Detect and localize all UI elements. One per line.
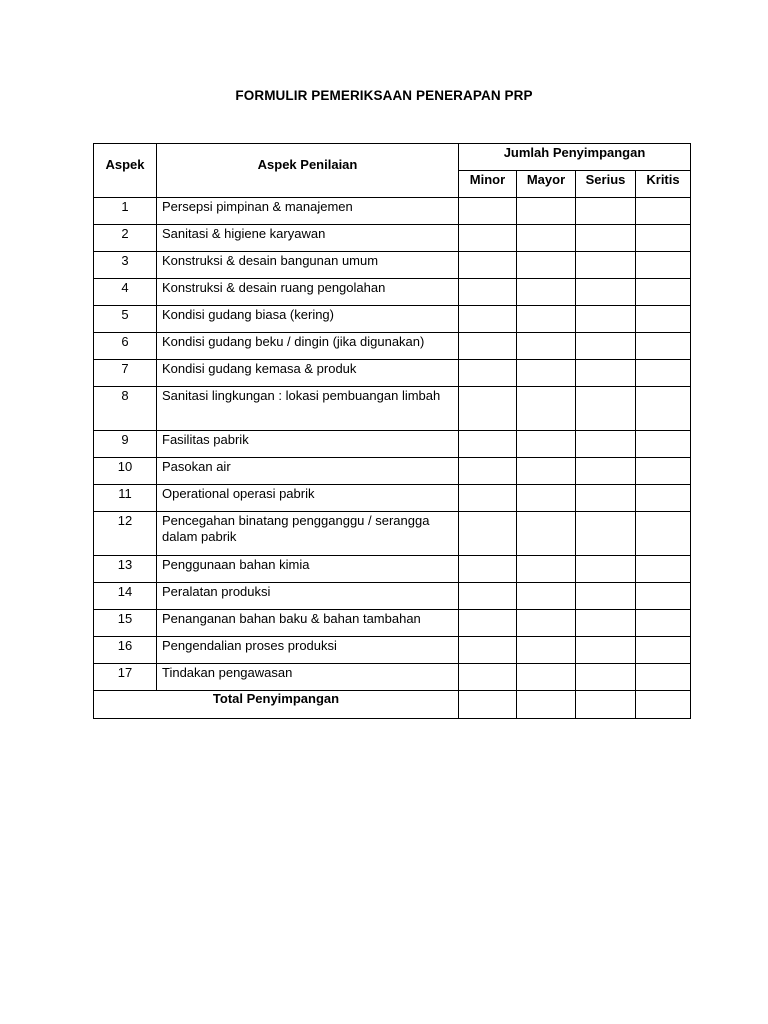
mayor-cell[interactable] bbox=[517, 333, 576, 360]
serius-cell[interactable] bbox=[576, 306, 636, 333]
mayor-cell[interactable] bbox=[517, 664, 576, 691]
total-serius-cell[interactable] bbox=[576, 691, 636, 719]
row-number: 17 bbox=[94, 664, 157, 691]
serius-cell[interactable] bbox=[576, 279, 636, 306]
row-number: 10 bbox=[94, 458, 157, 485]
kritis-cell[interactable] bbox=[636, 198, 691, 225]
serius-cell[interactable] bbox=[576, 252, 636, 279]
total-label: Total Penyimpangan bbox=[94, 691, 459, 719]
minor-cell[interactable] bbox=[459, 610, 517, 637]
serius-cell[interactable] bbox=[576, 512, 636, 556]
table-row bbox=[94, 225, 691, 252]
mayor-cell[interactable] bbox=[517, 583, 576, 610]
serius-cell[interactable] bbox=[576, 664, 636, 691]
row-number: 6 bbox=[94, 333, 157, 360]
table-row bbox=[94, 637, 691, 664]
mayor-cell[interactable] bbox=[517, 252, 576, 279]
row-aspect: Peralatan produksi bbox=[157, 583, 459, 610]
mayor-cell[interactable] bbox=[517, 637, 576, 664]
minor-cell[interactable] bbox=[459, 333, 517, 360]
row-number: 4 bbox=[94, 279, 157, 306]
table-row bbox=[94, 198, 691, 225]
row-number: 13 bbox=[94, 556, 157, 583]
row-number: 8 bbox=[94, 387, 157, 431]
row-aspect: Sanitasi & higiene karyawan bbox=[157, 225, 459, 252]
header-serius: Serius bbox=[576, 171, 636, 198]
minor-cell[interactable] bbox=[459, 225, 517, 252]
row-aspect: Persepsi pimpinan & manajemen bbox=[157, 198, 459, 225]
row-number: 3 bbox=[94, 252, 157, 279]
minor-cell[interactable] bbox=[459, 458, 517, 485]
row-number: 11 bbox=[94, 485, 157, 512]
row-number: 1 bbox=[94, 198, 157, 225]
header-kritis: Kritis bbox=[636, 171, 691, 198]
table-row bbox=[94, 387, 691, 431]
minor-cell[interactable] bbox=[459, 485, 517, 512]
kritis-cell[interactable] bbox=[636, 279, 691, 306]
kritis-cell[interactable] bbox=[636, 512, 691, 556]
kritis-cell[interactable] bbox=[636, 252, 691, 279]
kritis-cell[interactable] bbox=[636, 333, 691, 360]
minor-cell[interactable] bbox=[459, 637, 517, 664]
row-aspect: Sanitasi lingkungan : lokasi pembuangan limbah bbox=[157, 387, 459, 431]
table-row bbox=[94, 252, 691, 279]
row-aspect: Penggunaan bahan kimia bbox=[157, 556, 459, 583]
row-aspect: Pasokan air bbox=[157, 458, 459, 485]
mayor-cell[interactable] bbox=[517, 360, 576, 387]
mayor-cell[interactable] bbox=[517, 556, 576, 583]
table-row bbox=[94, 485, 691, 512]
row-aspect: Konstruksi & desain bangunan umum bbox=[157, 252, 459, 279]
document-title: FORMULIR PEMERIKSAAN PENERAPAN PRP bbox=[235, 88, 533, 103]
serius-cell[interactable] bbox=[576, 556, 636, 583]
minor-cell[interactable] bbox=[459, 431, 517, 458]
table-row bbox=[94, 306, 691, 333]
table-row bbox=[94, 610, 691, 637]
mayor-cell[interactable] bbox=[517, 198, 576, 225]
kritis-cell[interactable] bbox=[636, 431, 691, 458]
minor-cell[interactable] bbox=[459, 512, 517, 556]
serius-cell[interactable] bbox=[576, 225, 636, 252]
row-aspect: Pencegahan binatang pengganggu / serangga dalam pabrik bbox=[157, 512, 459, 556]
serius-cell[interactable] bbox=[576, 198, 636, 225]
row-number: 16 bbox=[94, 637, 157, 664]
header-minor: Minor bbox=[459, 171, 517, 198]
table-row bbox=[94, 279, 691, 306]
mayor-cell[interactable] bbox=[517, 485, 576, 512]
serius-cell[interactable] bbox=[576, 333, 636, 360]
header-jumlah-penyimpangan: Jumlah Penyimpangan bbox=[459, 144, 691, 171]
assessment-table bbox=[93, 143, 691, 719]
kritis-cell[interactable] bbox=[636, 225, 691, 252]
table-body bbox=[94, 198, 691, 691]
table-row bbox=[94, 458, 691, 485]
kritis-cell[interactable] bbox=[636, 458, 691, 485]
row-number: 9 bbox=[94, 431, 157, 458]
table-row bbox=[94, 360, 691, 387]
kritis-cell[interactable] bbox=[636, 583, 691, 610]
row-number: 7 bbox=[94, 360, 157, 387]
row-aspect: Fasilitas pabrik bbox=[157, 431, 459, 458]
row-aspect: Kondisi gudang beku / dingin (jika digunakan) bbox=[157, 333, 459, 360]
serius-cell[interactable] bbox=[576, 610, 636, 637]
table-row bbox=[94, 583, 691, 610]
kritis-cell[interactable] bbox=[636, 485, 691, 512]
row-aspect: Konstruksi & desain ruang pengolahan bbox=[157, 279, 459, 306]
serius-cell[interactable] bbox=[576, 637, 636, 664]
row-number: 5 bbox=[94, 306, 157, 333]
mayor-cell[interactable] bbox=[517, 431, 576, 458]
row-number: 2 bbox=[94, 225, 157, 252]
mayor-cell[interactable] bbox=[517, 458, 576, 485]
kritis-cell[interactable] bbox=[636, 360, 691, 387]
kritis-cell[interactable] bbox=[636, 664, 691, 691]
serius-cell[interactable] bbox=[576, 387, 636, 431]
mayor-cell[interactable] bbox=[517, 225, 576, 252]
total-row bbox=[94, 691, 691, 719]
serius-cell[interactable] bbox=[576, 583, 636, 610]
serius-cell[interactable] bbox=[576, 458, 636, 485]
row-aspect: Penanganan bahan baku & bahan tambahan bbox=[157, 610, 459, 637]
table-row bbox=[94, 333, 691, 360]
table-row bbox=[94, 556, 691, 583]
kritis-cell[interactable] bbox=[636, 637, 691, 664]
minor-cell[interactable] bbox=[459, 556, 517, 583]
total-kritis-cell[interactable] bbox=[636, 691, 691, 719]
header-mayor: Mayor bbox=[517, 171, 576, 198]
row-number: 15 bbox=[94, 610, 157, 637]
row-aspect: Pengendalian proses produksi bbox=[157, 637, 459, 664]
minor-cell[interactable] bbox=[459, 583, 517, 610]
minor-cell[interactable] bbox=[459, 664, 517, 691]
mayor-cell[interactable] bbox=[517, 279, 576, 306]
total-mayor-cell[interactable] bbox=[517, 691, 576, 719]
kritis-cell[interactable] bbox=[636, 610, 691, 637]
table-row bbox=[94, 431, 691, 458]
kritis-cell[interactable] bbox=[636, 556, 691, 583]
row-aspect: Tindakan pengawasan bbox=[157, 664, 459, 691]
row-number: 12 bbox=[94, 512, 157, 556]
kritis-cell[interactable] bbox=[636, 306, 691, 333]
row-number: 14 bbox=[94, 583, 157, 610]
serius-cell[interactable] bbox=[576, 485, 636, 512]
kritis-cell[interactable] bbox=[636, 387, 691, 431]
row-aspect: Operational operasi pabrik bbox=[157, 485, 459, 512]
mayor-cell[interactable] bbox=[517, 512, 576, 556]
minor-cell[interactable] bbox=[459, 198, 517, 225]
serius-cell[interactable] bbox=[576, 431, 636, 458]
minor-cell[interactable] bbox=[459, 387, 517, 431]
row-aspect: Kondisi gudang kemasa & produk bbox=[157, 360, 459, 387]
header-aspek: Aspek bbox=[94, 144, 157, 198]
total-minor-cell[interactable] bbox=[459, 691, 517, 719]
minor-cell[interactable] bbox=[459, 279, 517, 306]
header-aspek-penilaian: Aspek Penilaian bbox=[157, 144, 459, 198]
table-row bbox=[94, 664, 691, 691]
table-row bbox=[94, 512, 691, 556]
minor-cell[interactable] bbox=[459, 360, 517, 387]
row-aspect: Kondisi gudang biasa (kering) bbox=[157, 306, 459, 333]
minor-cell[interactable] bbox=[459, 306, 517, 333]
mayor-cell[interactable] bbox=[517, 387, 576, 431]
serius-cell[interactable] bbox=[576, 360, 636, 387]
minor-cell[interactable] bbox=[459, 252, 517, 279]
mayor-cell[interactable] bbox=[517, 610, 576, 637]
mayor-cell[interactable] bbox=[517, 306, 576, 333]
